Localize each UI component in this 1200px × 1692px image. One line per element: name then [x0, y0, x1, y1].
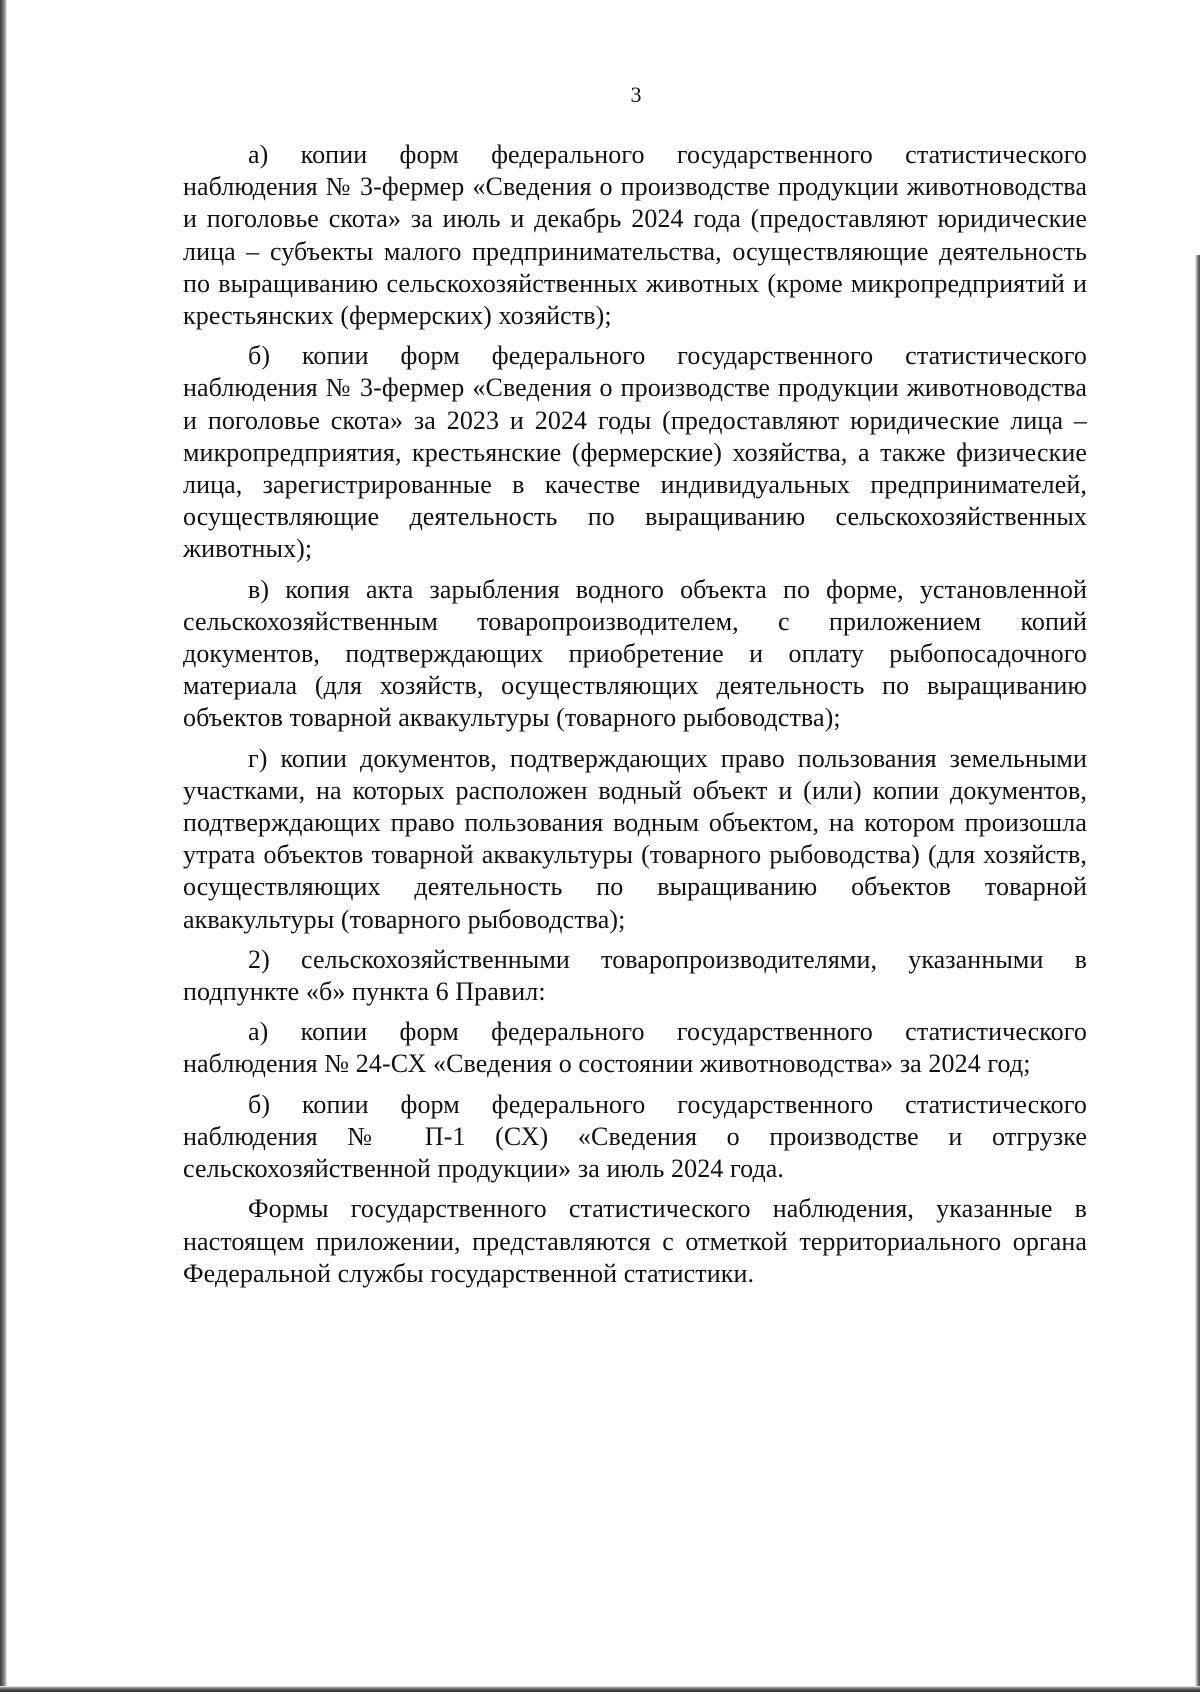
paragraph-closing-note: Формы государственного статистического наблюдения, указанные в настоящем приложении, представляются с отметкой территориального органа Федеральной службы государственной статистики.: [183, 1194, 1087, 1288]
paragraph-item-g-land-water-rights: г) копии документов, подтверждающих право пользования земельными участками, на которых расположен водный объект и (или) копии документов, подтверждающих право пользования водным объектом, на котором произошла утрата объектов товарной аквакультуры (товарного рыбоводства) (для хозяйств, осуществляющих деятельность по выращиванию объектов товарной аквакультуры (товарного рыбоводства);: [183, 743, 1087, 934]
paragraph-item-a-24-sh: а) копии форм федерального государственного статистического наблюдения № 24-СХ «Сведения о состоянии животноводства» за 2024 год;: [183, 1017, 1087, 1079]
scan-edge-right: [1195, 255, 1200, 1692]
paragraph-item-a-3-fermer-monthly: а) копии форм федерального государственного статистического наблюдения № 3-фермер «Сведения о производстве продукции животноводства и поголовье скота» за июль и декабрь 2024 года (предоставляют юридические лица – субъекты малого предпринимательства, осуществляющие деятельность по выращиванию сельскохозяйственных животных (кроме микропредприятий и крестьянских (фермерских) хозяйств);: [183, 140, 1087, 331]
document-body: [183, 139, 1087, 1290]
page-number: 3: [630, 82, 642, 107]
paragraph-item-v-stocking-act: в) копия акта зарыбления водного объекта по форме, установленной сельскохозяйственным товаропроизводителем, с приложением копий документов, подтверждающих приобретение и оплату рыбопосадочного материала (для хозяйств, осуществляющих деятельность по выращиванию объектов товарной аквакультуры (товарного рыбоводства);: [183, 574, 1087, 733]
paragraph-item-b-p1-sh: б) копии форм федерального государственного статистического наблюдения № П-1 (СХ) «Сведения о производстве и отгрузке сельскохозяйственной продукции» за июль 2024 года.: [183, 1089, 1087, 1184]
paragraph-item-2-producers: 2) сельскохозяйственными товаропроизводителями, указанными в подпункте «б» пункта 6 Правил:: [183, 944, 1087, 1007]
scan-edge-left: [0, 0, 7, 1692]
scan-edge-bottom: [0, 1686, 1200, 1692]
paragraph-item-b-3-fermer-annual: б) копии форм федерального государственного статистического наблюдения № 3-фермер «Сведения о производстве продукции животноводства и поголовье скота» за 2023 и 2024 годы (предоставляют юридические лица – микропредприятия, крестьянские (фермерские) хозяйства, а также физические лица, зарегистрированные в качестве индивидуальных предпринимателей, осуществляющие деятельность по выращиванию сельскохозяйственных животных);: [183, 341, 1087, 564]
